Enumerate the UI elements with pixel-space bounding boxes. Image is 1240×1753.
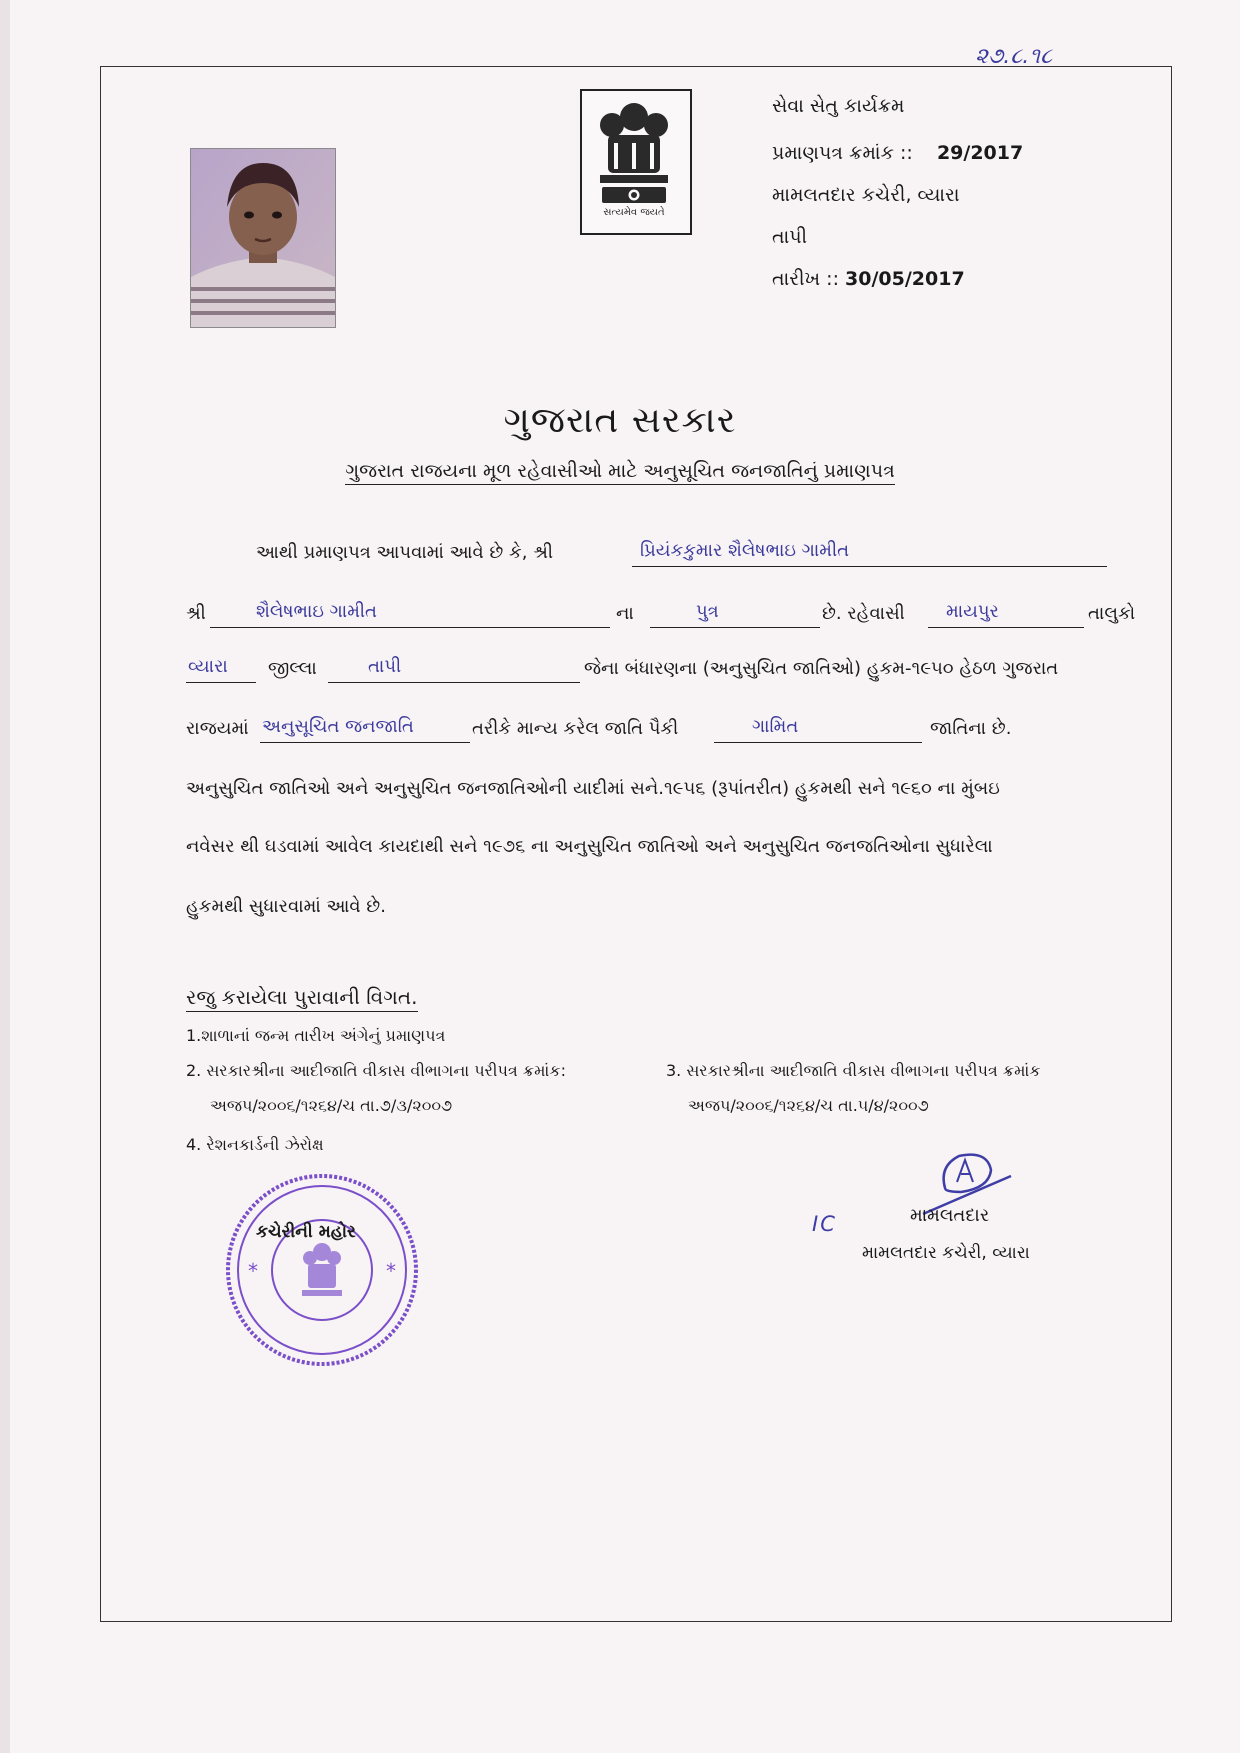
issue-date-row	[772, 270, 965, 289]
legal-paragraph-line-2: નવેસર થી ઘડવામાં આવેલ કાયદાથી સને ૧૯૭૬ ના અનુસુચિત જાતિઓ અને અનુસુચિત જનજતિઓના સુધારેલા	[186, 836, 993, 857]
emblem-caption: સત્યમેવ જયતે	[603, 207, 665, 218]
subtitle-text: ગુજરાત રાજયના મૂળ રહેવાસીઓ માટે અનુસૂચિત જનજાતિનું પ્રમાણપત્ર	[345, 460, 895, 485]
category: અનુસૂચિત જનજાતિ	[262, 716, 414, 737]
svg-text:*: *	[248, 1259, 258, 1283]
issue-date: 30/05/2017	[845, 268, 965, 290]
na-label: ના	[616, 603, 634, 624]
district-field	[328, 658, 580, 683]
issue-date-label: તારીખ ::	[772, 268, 839, 290]
program-name: સેવા સેતુ કાર્યક્રમ	[772, 95, 905, 117]
certificate-number-row	[772, 144, 1023, 163]
scan-edge	[0, 0, 10, 1753]
signatory-title: મામલતદાર	[910, 1205, 990, 1226]
handwritten-date-note: ૨૭.૮.૧૮	[975, 44, 1053, 69]
evidence-item-2: 2. સરકારશ્રીના આદીજાતિ વીકાસ વીભાગના પરીપત્ર ક્રમાંક:	[186, 1061, 566, 1080]
relation: પુત્ર	[696, 601, 719, 622]
village: માયપુર	[946, 601, 999, 622]
document-title: ગુજરાત સરકાર	[503, 400, 737, 441]
evidence-heading-text: રજુ કરાયેલા પુરાવાની વિગત.	[186, 985, 418, 1012]
caste-field	[714, 718, 922, 743]
taluka: વ્યારા	[188, 656, 228, 677]
caste-suffix-text: જાતિના છે.	[930, 718, 1012, 739]
legal-paragraph-line-1: અનુસુચિત જાતિઓ અને અનુસુચિત જનજાતિઓની યાદીમાં સને.૧૯૫૬ (રૂપાંતરીત) હુકમથી સને ૧૯૬૦ ના મુંબઇ	[186, 778, 1000, 799]
evidence-heading	[186, 985, 418, 1009]
svg-text:*: *	[386, 1259, 396, 1283]
relation-field	[650, 603, 820, 628]
certificate-number-label: પ્રમાણપત્ર ક્રમાંક ::	[772, 142, 913, 164]
issuing-district: તાપી	[772, 226, 808, 248]
office-seal-label: કચેરીની મહોર	[256, 1222, 356, 1242]
resident-label: છે. રહેવાસી	[822, 603, 905, 624]
evidence-item-4: 4. રેશનકાર્ડની ઝેરોક્ષ	[186, 1135, 324, 1154]
constitution-order-text: જેના બંધારણના (અનુસુચિત જાતિઓ) હુકમ-૧૯૫૦ હેઠળ ગુજરાત	[584, 658, 1059, 679]
document-subtitle	[0, 460, 1240, 482]
signature-ic-mark: IC	[812, 1212, 837, 1236]
caste: ગામિત	[752, 716, 799, 737]
certificate-number: 29/2017	[936, 142, 1024, 164]
certify-intro: આથી પ્રમાણપત્ર આપવામાં આવે છે કે, શ્રી	[256, 542, 554, 563]
child-portrait-image	[191, 149, 335, 327]
national-emblem	[580, 89, 692, 235]
evidence-item-3: 3. સરકારશ્રીના આદીજાતિ વીકાસ વીભાગના પરીપત્ર ક્રમાંક	[666, 1061, 1041, 1080]
evidence-item-3-ref: અજપ/૨૦૦૬/૧૨૬૪/ચ તા.૫/૪/૨૦૦૭	[688, 1096, 929, 1115]
applicant-name: પ્રિયંકકુમાર શૈલેષભાઇ ગામીત	[640, 540, 850, 561]
district: તાપી	[368, 656, 402, 677]
recognized-caste-text: તરીકે માન્ય કરેલ જાતિ પૈકી	[472, 718, 679, 739]
evidence-item-1: 1.શાળાનાં જન્મ તારીખ અંગેનું પ્રમાણપત્ર	[186, 1026, 446, 1045]
issuing-office: મામલતદાર કચેરી, વ્યારા	[772, 184, 960, 206]
signatory-office: મામલતદાર કચેરી, વ્યારા	[862, 1243, 1030, 1263]
office-seal-stamp	[222, 1170, 422, 1370]
taluka-label: તાલુકો	[1088, 603, 1136, 624]
evidence-item-2-ref: અજપ/૨૦૦૬/૧૨૬૪/ચ તા.૭/૩/૨૦૦૭	[210, 1096, 453, 1115]
applicant-photo	[190, 148, 336, 328]
state-label: રાજયમાં	[186, 718, 249, 739]
shri-label: શ્રી	[186, 603, 206, 624]
district-label: જીલ્લા	[268, 658, 317, 679]
legal-paragraph-line-3: હુકમથી સુધારવામાં આવે છે.	[186, 896, 386, 917]
father-name: શૈલેષભાઇ ગામીત	[256, 601, 377, 622]
